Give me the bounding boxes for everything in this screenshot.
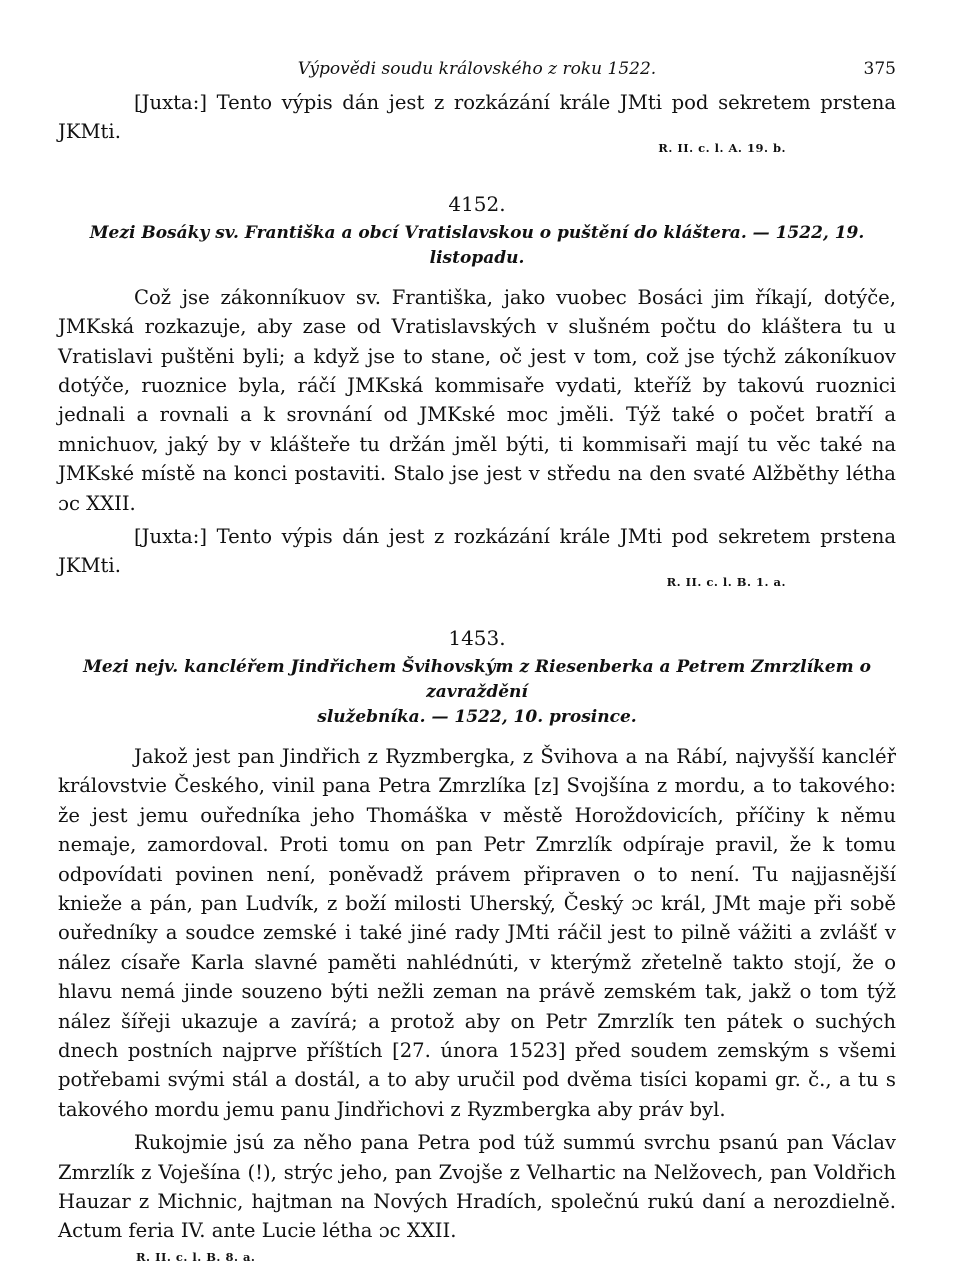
body-paragraph-1453-1: Jakož jest pan Jindřich z Ryzmbergka, z Švihova a na Rábí, najvyšší kancléř královstvie Českého, vinil pana Petra Zmrzlíka [z] Svojšína z mordu, a to takového: že jest jemu ouředníka jeho Thomáška v městě Horoždovicích, příčiny k němu nemaje, zamordoval. Proti tomu on pan Petr Zmrzlík odpíraje pravil, že k tomu odpovídati povinen není, poněvadž právem připraven o to není. Tu najjasnější knieže a pán, pan Ludvík, z boží milosti Uherský, Český ɔc král, JMt maje při sobě ouředníky a soudce zemské i také jiné rady JMti ráčil jest to pilně vážiti a zvlášť v nález císaře Karla slavné paměti nahlédnúti, v kterýmž zřetelně takto stojí, že o hlavu nemá jinde souzeno býti nežli zeman na právě zemském tak, jakž o tom týž nález šířeji ukazuje a zavírá; a protož aby on Petr Zmrzlík ten pátek o suchých dnech postních najprve příštích [27. února 1523] před soudem zemským s všemi potřebami svými stál a dostál, a to aby uručil pod dvěma tisíci kopami gr. č., a tu s takového mordu jemu panu Jindřichovi z Ryzmbergka aby práv byl. [58,744,896,1121]
document-number-1453: 1453. [448,625,506,650]
juxta-paragraph-4152: [Juxta:] Tento výpis dán jest z rozkázání krále JMti pod sekretem prstena JKMti. [58,525,896,578]
body-paragraph-4152-1: Což jse zákonníkuov sv. Františka, jako vuobec Bosáci jim říkají, dotýče, JMKská rozkazuje, aby zase od Vratislavských v slušném počtu do kláštera tu u Vratislavi puštěni byli; a když jse to stane, oč jest v tom, což jse týchž zákoníkuov dotýče, ruoznice byla, ráčí JMKská kommisaře vydati, kteříž by takovú ruoznici jednali a rovnali a k srovnání od JMKské moc jměli. Týž také o počet bratří a mnichuov, jaký by v klášteře tu držán jměl býti, ti kommisaři mají tu věc také na JMKské místě na konci postaviti. Stalo jse jest v středu na den svaté Alžběthy létha ɔc XXII. [58,285,896,515]
running-title: Výpovědi soudu královského z roku 1522. [297,59,657,79]
document-number-4152: 4152. [448,191,506,216]
source-reference-1453: R. II. c. l. B. 8. a. [136,1249,256,1264]
page-number: 375 [863,59,896,79]
heading-line-1: Mezi nejv. kancléřem Jindřichem Švihovským z Riesenberka a Petrem Zmrzlíkem o zavraždění [83,656,871,702]
juxta-paragraph-top: [Juxta:] Tento výpis dán jest z rozkázání krále JMti pod sekretem prstena JKMti. [58,91,896,144]
source-reference-top: R. II. c. l. A. 19. b. [658,140,786,155]
document-page [58,52,896,1266]
running-header [58,52,896,86]
source-reference-4152: R. II. c. l. B. 1. a. [666,574,786,589]
document-heading-4152: Mezi Bosáky sv. Františka a obcí Vratislavskou o puštění do kláštera. — 1522, 19. listopadu. [89,222,865,268]
document-heading-1453 [58,655,896,730]
heading-line-2: služebníka. — 1522, 10. prosince. [317,706,637,727]
body-paragraph-1453-2: Rukojmie jsú za něho pana Petra pod túž summú svrchu psanú pan Václav Zmrzlík z Voješína (!), strýc jeho, pan Zvojše z Velhartic na Nelžovech, pan Voldřich Hauzar z Michnic, hajtman na Nových Hradích, společnú rukú daní a nerozdielně. Actum feria IV. ante Lucie létha ɔc XXII. [58,1131,896,1243]
